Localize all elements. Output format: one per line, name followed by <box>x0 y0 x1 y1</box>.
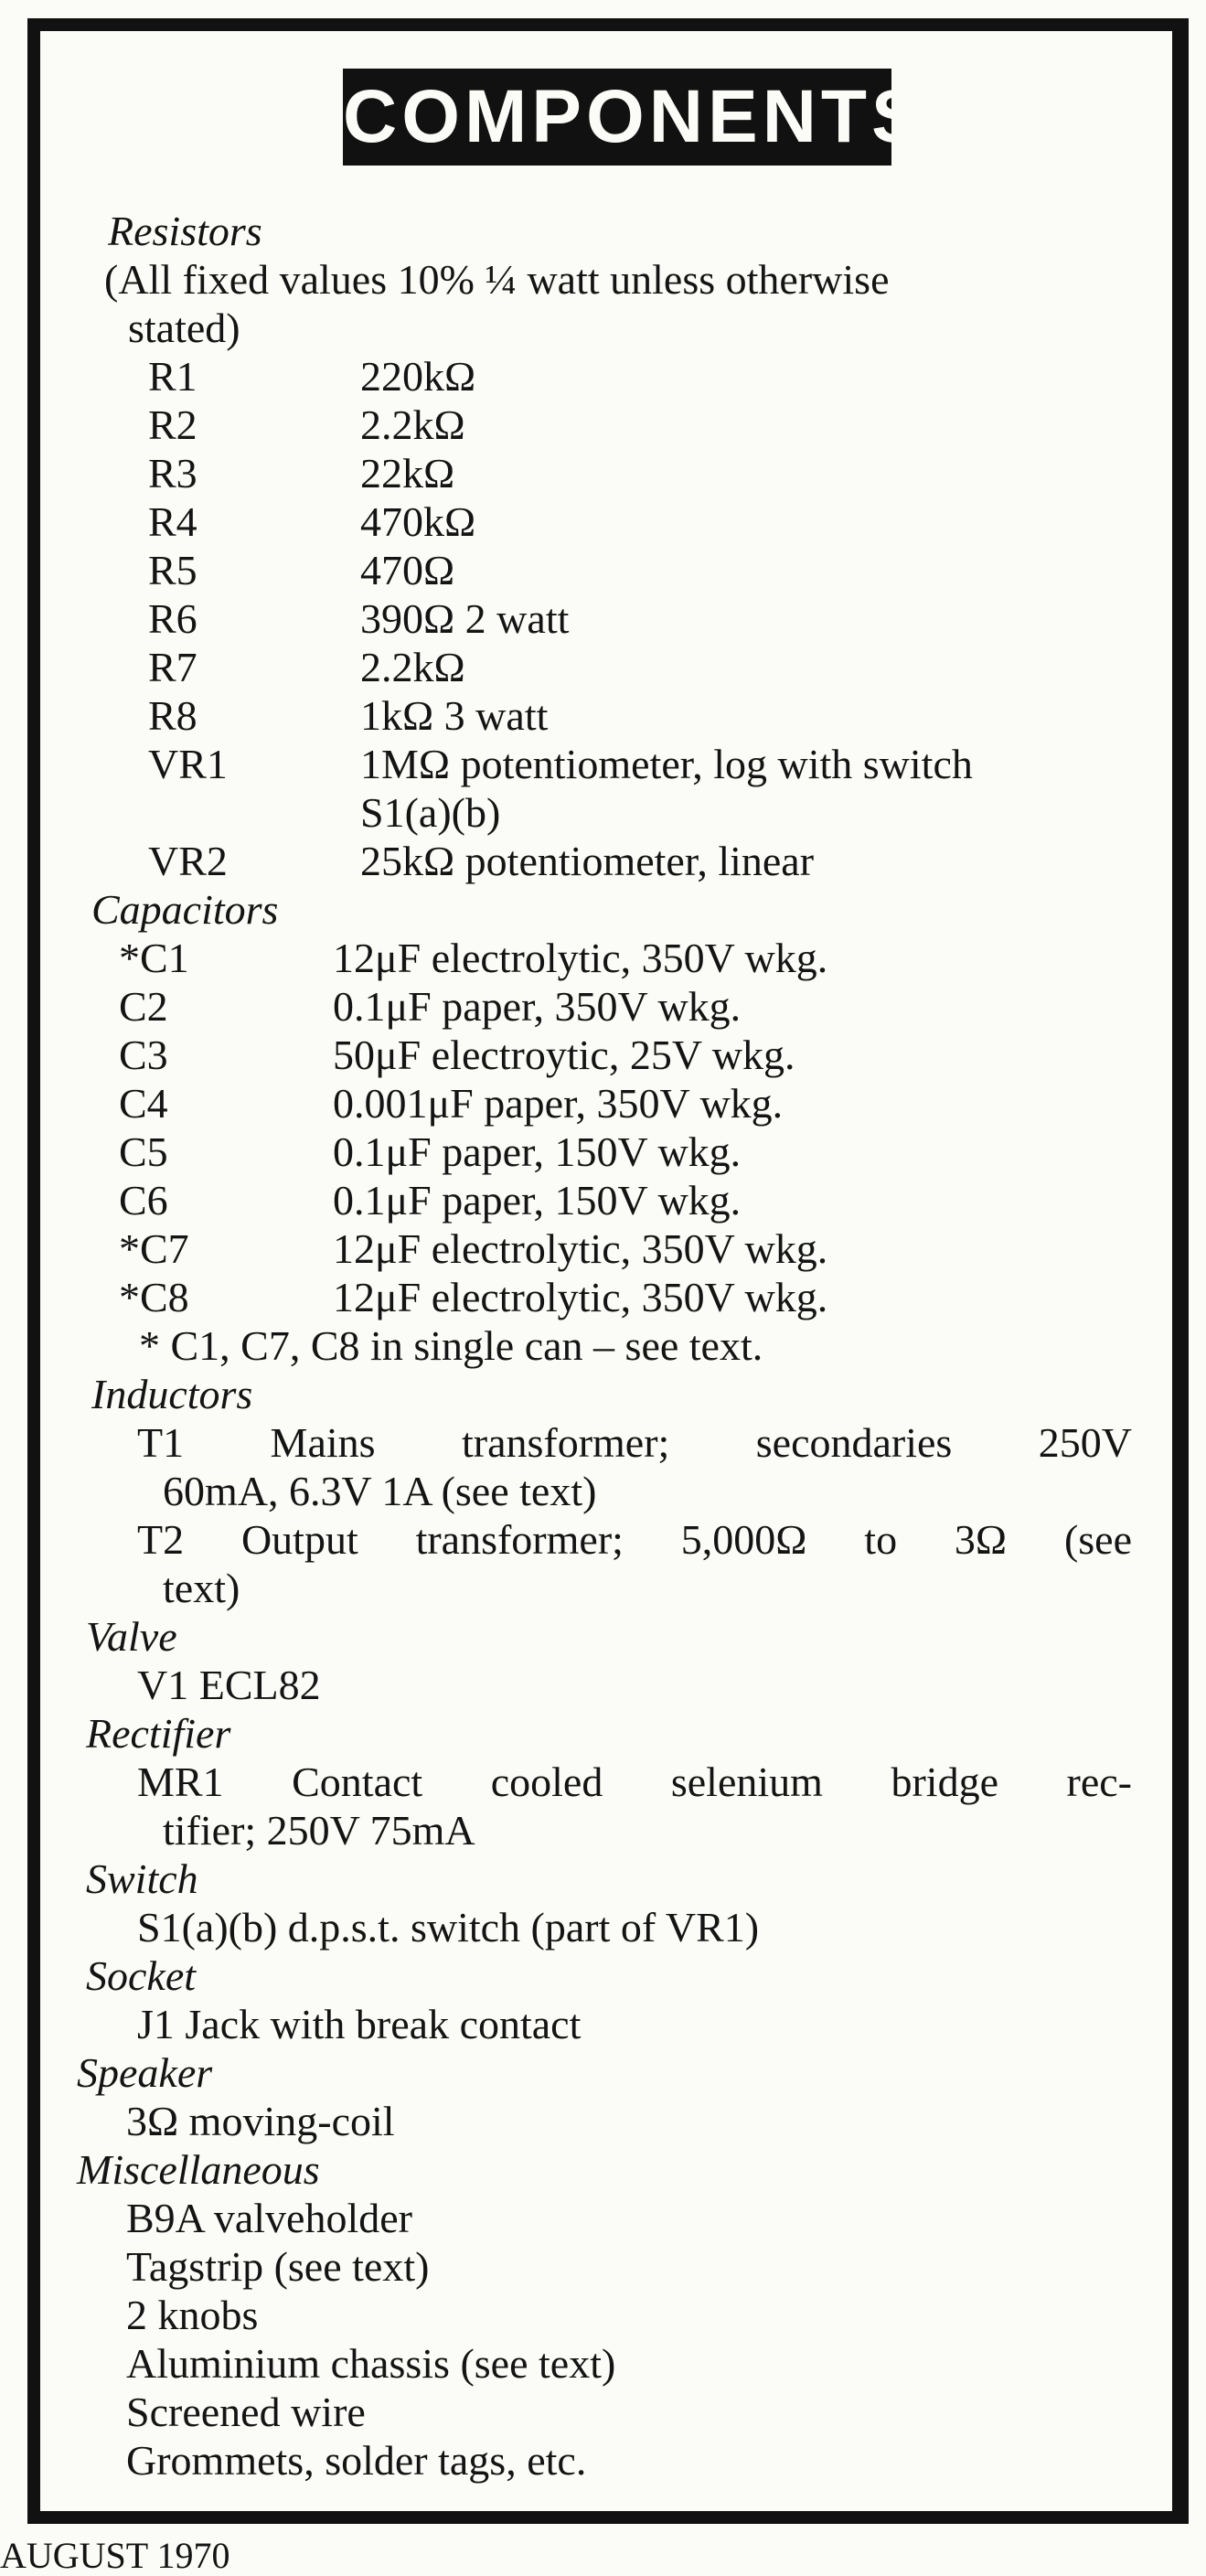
capacitors-heading: Capacitors <box>91 886 279 933</box>
resistor-value: 470Ω <box>360 547 455 593</box>
resistor-row <box>148 449 1134 497</box>
capacitor-row <box>119 1176 1134 1224</box>
components-title: COMPONENTS <box>343 69 891 166</box>
switch-heading: Switch <box>86 1855 198 1902</box>
misc-item: Grommets, solder tags, etc. <box>126 2437 587 2484</box>
resistor-ref: R5 <box>148 547 197 593</box>
resistor-row <box>148 837 1134 885</box>
switch-text: S1(a)(b) d.p.s.t. switch (part of VR1) <box>137 1904 760 1951</box>
capacitor-row <box>119 982 1134 1031</box>
inductor-t1-line1: T1 Mains transformer; secondaries 250V <box>137 1419 1132 1466</box>
resistor-row <box>148 740 1134 788</box>
resistor-row <box>148 352 1134 401</box>
resistor-ref: R8 <box>148 692 197 739</box>
resistor-row <box>148 594 1134 643</box>
capacitor-value: 0.1μF paper, 150V wkg. <box>333 1128 742 1175</box>
socket-text: J1 Jack with break contact <box>137 2001 582 2047</box>
capacitor-row <box>119 1224 1134 1273</box>
resistor-ref: VR2 <box>148 838 228 884</box>
resistor-value: 390Ω 2 watt <box>360 595 570 642</box>
resistor-value: 22kΩ <box>360 450 455 497</box>
capacitor-ref: *C1 <box>119 935 189 981</box>
resistor-value: 1MΩ potentiometer, log with switch <box>360 741 973 787</box>
capacitors-note: * C1, C7, C8 in single can – see text. <box>139 1322 763 1369</box>
misc-item: 2 knobs <box>126 2292 259 2338</box>
capacitor-ref: *C8 <box>119 1274 189 1320</box>
resistor-ref: R2 <box>148 401 197 448</box>
resistor-value: 470kΩ <box>360 498 476 545</box>
resistor-value: 220kΩ <box>360 353 476 400</box>
inductor-t2-line1: T2 Output transformer; 5,000Ω to 3Ω (see <box>137 1516 1132 1563</box>
capacitor-ref: *C7 <box>119 1225 189 1272</box>
resistor-ref: R7 <box>148 644 197 690</box>
resistor-ref: R4 <box>148 498 197 545</box>
resistor-ref: R3 <box>148 450 197 497</box>
capacitor-value: 50μF electroytic, 25V wkg. <box>333 1031 795 1078</box>
page-footer: AUGUST 1970 <box>0 2535 230 2576</box>
capacitor-row <box>119 1128 1134 1176</box>
capacitor-ref: C4 <box>119 1080 168 1127</box>
inductor-t1-line2: 60mA, 6.3V 1A (see text) <box>163 1468 597 1514</box>
resistor-row <box>148 401 1134 449</box>
resistor-row <box>148 643 1134 691</box>
resistors-note-line1: (All fixed values 10% ¼ watt unless otherwise <box>104 256 890 303</box>
resistors-heading: Resistors <box>108 208 262 254</box>
capacitor-ref: C3 <box>119 1031 168 1078</box>
resistor-value: S1(a)(b) <box>360 789 501 836</box>
resistor-value: 1kΩ 3 watt <box>360 692 549 739</box>
speaker-heading: Speaker <box>77 2049 213 2096</box>
resistor-value: 2.2kΩ <box>360 644 465 690</box>
capacitor-row <box>119 1079 1134 1128</box>
misc-item: Aluminium chassis (see text) <box>126 2340 616 2387</box>
components-list <box>55 207 1134 2485</box>
speaker-text: 3Ω moving-coil <box>126 2098 395 2144</box>
resistor-ref: R6 <box>148 595 197 642</box>
capacitor-row <box>119 1031 1134 1079</box>
rectifier-heading: Rectifier <box>86 1710 231 1757</box>
capacitor-value: 0.1μF paper, 150V wkg. <box>333 1177 742 1224</box>
resistor-ref: VR1 <box>148 741 228 787</box>
capacitor-value: 12μF electrolytic, 350V wkg. <box>333 1225 828 1272</box>
capacitor-row <box>119 934 1134 982</box>
resistor-ref: R1 <box>148 353 197 400</box>
resistor-row <box>148 546 1134 594</box>
resistor-list <box>148 352 1134 885</box>
resistor-row <box>148 691 1134 740</box>
resistor-value: 2.2kΩ <box>360 401 465 448</box>
capacitor-ref: C5 <box>119 1128 168 1175</box>
capacitor-row <box>119 1273 1134 1321</box>
capacitor-ref: C2 <box>119 983 168 1030</box>
capacitor-value: 12μF electrolytic, 350V wkg. <box>333 935 828 981</box>
resistors-note-line2: stated) <box>128 305 240 351</box>
misc-item: Tagstrip (see text) <box>126 2243 430 2290</box>
capacitor-ref: C6 <box>119 1177 168 1224</box>
misc-item: B9A valveholder <box>126 2195 412 2241</box>
capacitor-list <box>119 934 1134 1321</box>
inductor-t2-line2: text) <box>163 1565 240 1611</box>
rectifier-line1: MR1 Contact cooled selenium bridge rec- <box>137 1758 1132 1805</box>
resistor-row <box>148 497 1134 546</box>
rectifier-line2: tifier; 250V 75mA <box>163 1807 475 1854</box>
resistor-value: 25kΩ potentiometer, linear <box>360 838 815 884</box>
capacitor-value: 0.1μF paper, 350V wkg. <box>333 983 742 1030</box>
socket-heading: Socket <box>86 1952 197 1999</box>
capacitor-value: 12μF electrolytic, 350V wkg. <box>333 1274 828 1320</box>
valve-text: V1 ECL82 <box>137 1662 321 1708</box>
valve-heading: Valve <box>86 1613 177 1660</box>
capacitor-value: 0.001μF paper, 350V wkg. <box>333 1080 784 1127</box>
miscellaneous-heading: Miscellaneous <box>77 2146 320 2193</box>
misc-item: Screened wire <box>126 2389 366 2435</box>
inductors-heading: Inductors <box>91 1371 253 1417</box>
resistor-row <box>148 788 1134 837</box>
